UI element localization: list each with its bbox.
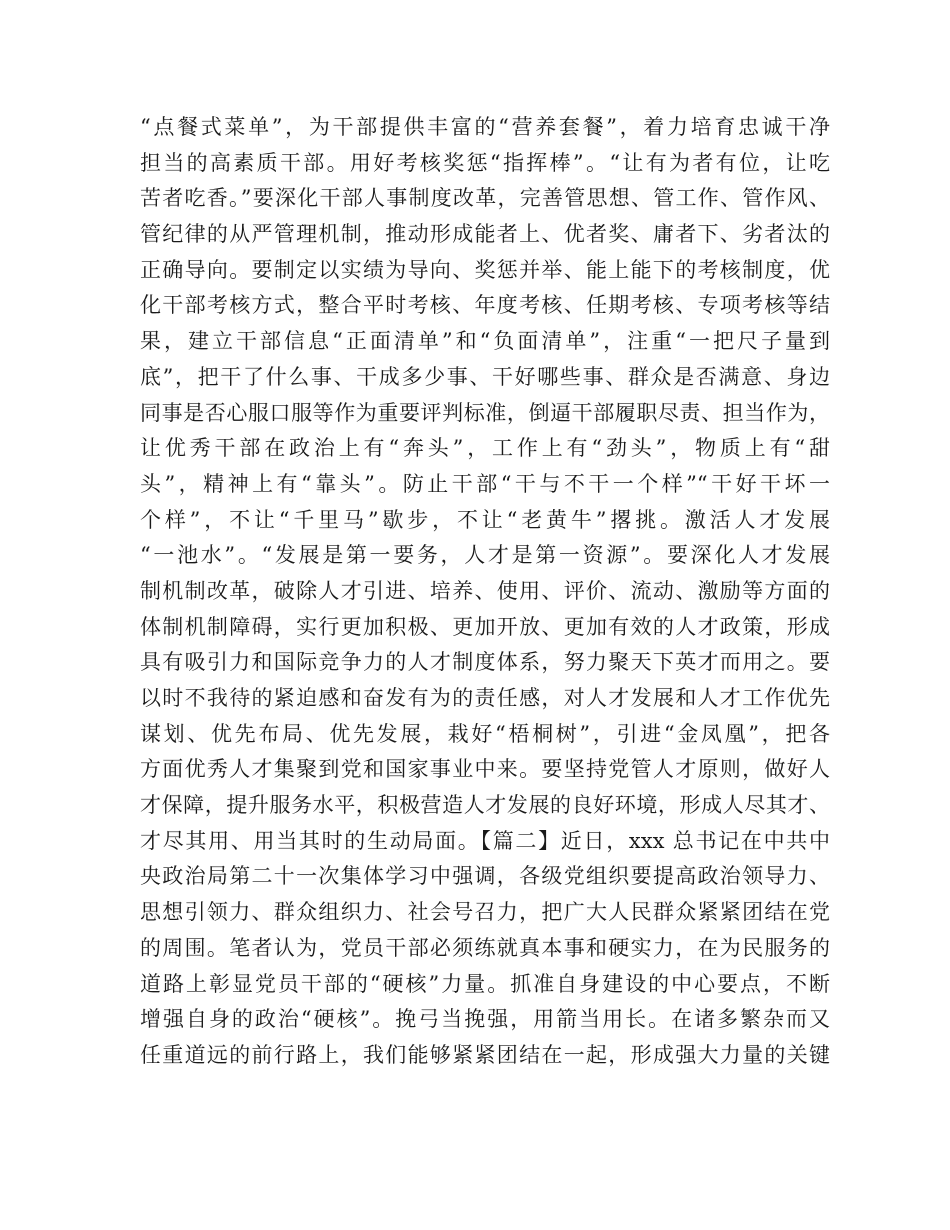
text-line: 同事是否心服口服等作为重要评判标准，倒逼干部履职尽责、担当作为， [140, 400, 830, 425]
text-line: 才尽其用、用当其时的生动局面。【篇二】近日，xxx 总书记在中共中 [140, 828, 830, 853]
text-line: 才保障，提升服务水平，积极营造人才发展的良好环境，形成人尽其才、 [140, 793, 830, 818]
text-line: 思想引领力、群众组织力、社会号召力，把广大人民群众紧紧团结在党 [140, 900, 830, 925]
text-line: 个样”，不让“千里马”歇步，不让“老黄牛”撂挑。激活人才发展 [140, 507, 830, 532]
text-line: 正确导向。要制定以实绩为导向、奖惩并举、能上能下的考核制度，优 [140, 257, 830, 282]
text-line: 增强自身的政治“硬核”。挽弓当挽强，用箭当用长。在诸多繁杂而又 [140, 1007, 830, 1032]
text-line: 体制机制障碍，实行更加积极、更加开放、更加有效的人才政策，形成 [140, 614, 830, 639]
text-line: 央政治局第二十一次集体学习中强调，各级党组织要提高政治领导力、 [140, 864, 830, 889]
text-line: 化干部考核方式，整合平时考核、年度考核、任期考核、专项考核等结 [140, 293, 830, 318]
text-line: 让优秀干部在政治上有“奔头”，工作上有“劲头”，物质上有“甜 [140, 436, 830, 461]
text-line: 谋划、优先布局、优先发展，栽好“梧桐树”，引进“金凤凰”，把各 [140, 721, 830, 746]
text-line: 的周围。笔者认为，党员干部必须练就真本事和硬实力，在为民服务的 [140, 935, 830, 960]
text-line: 方面优秀人才集聚到党和国家事业中来。要坚持党管人才原则，做好人 [140, 757, 830, 782]
text-line: “一池水”。“发展是第一要务，人才是第一资源”。要深化人才发展 [140, 543, 830, 568]
text-line: 苦者吃香。”要深化干部人事制度改革，完善管思想、管工作、管作风、 [140, 186, 830, 211]
text-line: 果，建立干部信息“正面清单”和“负面清单”，注重“一把尺子量到 [140, 329, 830, 354]
text-line: 底”，把干了什么事、干成多少事、干好哪些事、群众是否满意、身边 [140, 364, 830, 389]
text-line: “点餐式菜单”，为干部提供丰富的“营养套餐”，着力培育忠诚干净 [140, 115, 830, 139]
text-line: 以时不我待的紧迫感和奋发有为的责任感，对人才发展和人才工作优先 [140, 686, 830, 710]
text-line: 管纪律的从严管理机制，推动形成能者上、优者奖、庸者下、劣者汰的 [140, 222, 830, 247]
text-line: 具有吸引力和国际竞争力的人才制度体系，努力聚天下英才而用之。要 [140, 650, 830, 675]
body-text [140, 110, 830, 1074]
text-line: 任重道远的前行路上，我们能够紧紧团结在一起，形成强大力量的关键 [140, 1042, 830, 1067]
text-line: 担当的高素质干部。用好考核奖惩“指挥棒”。“让有为者有位，让吃 [140, 150, 830, 175]
text-line: 头”，精神上有“靠头”。防止干部“干与不干一个样”“干好干坏一 [140, 471, 830, 496]
text-line: 制机制改革，破除人才引进、培养、使用、评价、流动、激励等方面的 [140, 578, 830, 603]
text-line: 道路上彰显党员干部的“硬核”力量。抓准自身建设的中心要点，不断 [140, 971, 830, 996]
